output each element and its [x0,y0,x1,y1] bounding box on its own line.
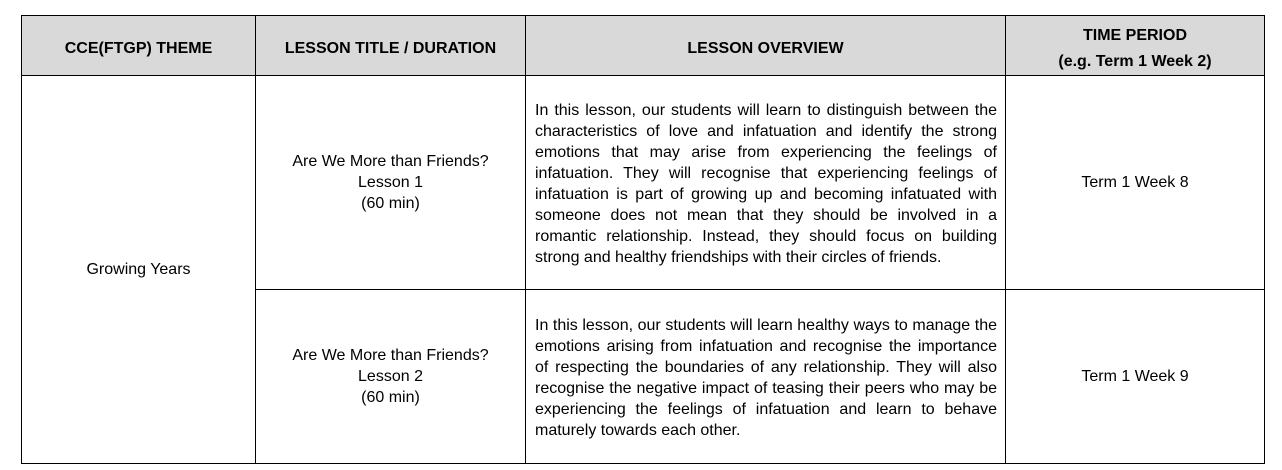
lesson-plan-table [21,15,1265,464]
lesson-overview-text: In this lesson, our students will learn healthy ways to manage the emotions arising from infatuation and recognise the importance of respecting the boundaries of any relationship. They will also recognise the negative impact of teasing their peers who may be experiencing the feelings of infatuation and learn to behave maturely towards each other. [535,316,997,439]
lesson-title: Are We More than Friends? [292,153,489,170]
lesson-title-cell [256,76,526,290]
time-period-cell: Term 1 Week 8 [1006,76,1265,290]
header-time-period-example: (e.g. Term 1 Week 2) [1058,53,1212,70]
lesson-title: Are We More than Friends? [292,347,489,364]
theme-cell: Growing Years [22,76,256,464]
header-time-period [1006,16,1265,76]
lesson-overview-text: In this lesson, our students will learn to distinguish between the characteristics of love and infatuation and identify the strong emotions that may arise from experiencing the feelings of infatuation. They will recognise that experiencing feelings of infatuation is part of growing up and becoming infatuated with someone does not mean that they should be involved in a romantic relationship. Instead, they should focus on building strong and healthy friendships with their circles of friends. [535,101,997,266]
header-time-period-label: TIME PERIOD [1082,27,1187,44]
table-row [22,76,1265,290]
lesson-overview-cell [526,76,1006,290]
time-period-cell: Term 1 Week 9 [1006,290,1265,464]
lesson-overview-cell [526,290,1006,464]
header-lesson-overview: LESSON OVERVIEW [526,16,1006,76]
lesson-title-cell [256,290,526,464]
header-lesson-title: LESSON TITLE / DURATION [256,16,526,76]
lesson-duration: (60 min) [361,195,420,212]
lesson-duration: (60 min) [361,389,420,406]
lesson-number: Lesson 2 [358,368,423,385]
lesson-number: Lesson 1 [358,174,423,191]
header-row [22,16,1265,76]
header-theme: CCE(FTGP) THEME [22,16,256,76]
